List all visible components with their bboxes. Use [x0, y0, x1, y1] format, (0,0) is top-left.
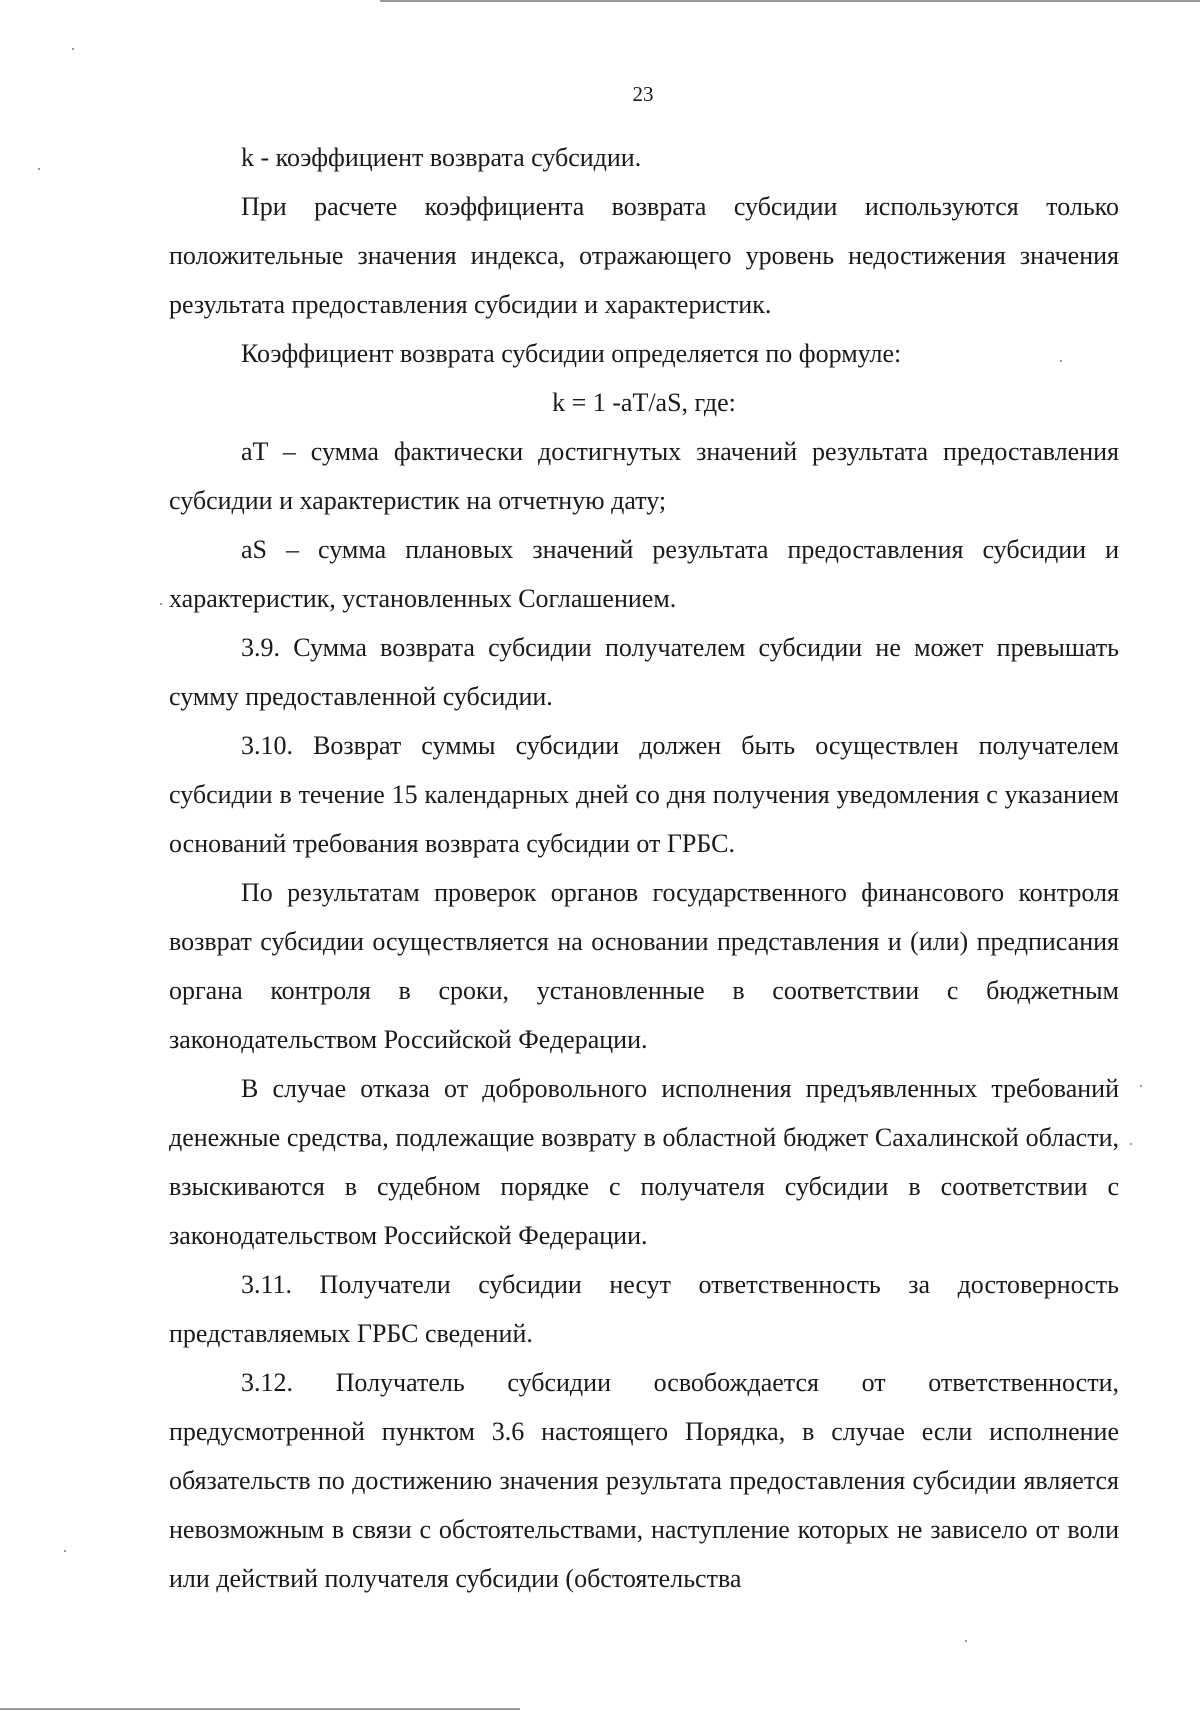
scan-edge-top [380, 0, 1200, 2]
paragraph-audit-results: По результатам проверок органов государственного финансового контроля возврат субсидии осуществляется на основании представления и (или) предписания органа контроля в сроки, установленные в соответствии с бюджетным законодательством Российской Федерации. [169, 878, 1119, 1054]
scan-speck [965, 1640, 967, 1642]
page-number: 23 [632, 82, 654, 106]
paragraph-k-definition: k - коэффициент возврата субсидии. [241, 143, 642, 172]
paragraph-3-11: 3.11. Получатели субсидии несут ответственность за достоверность представляемых ГРБС сведений. [169, 1270, 1119, 1348]
scan-speck [38, 168, 40, 170]
scan-speck [64, 1550, 66, 1552]
paragraph-formula-intro: Коэффициент возврата субсидии определяется по формуле: [241, 339, 902, 368]
paragraph-3-9: 3.9. Сумма возврата субсидии получателем субсидии не может превышать сумму предоставленной субсидии. [169, 633, 1119, 711]
paragraph-3-12: 3.12. Получатель субсидии освобождается от ответственности, предусмотренной пунктом 3.6 настоящего Порядка, в случае если исполнение обязательств по достижению значения результата предоставления субсидии является невозможным в связи с обстоятельствами, наступление которых не зависело от воли или действий получателя субсидии (обстоятельства [169, 1368, 1119, 1593]
paragraph-refusal: В случае отказа от добровольного исполнения предъявленных требований денежные средства, подлежащие возврату в областной бюджет Сахалинской области, взыскиваются в судебном порядке с получателя субсидии в соответствии с законодательством Российской Федерации. [169, 1074, 1119, 1250]
paragraph-positive-values: При расчете коэффициента возврата субсидии используются только положительные значения индекса, отражающего уровень недостижения значения результата предоставления субсидии и характеристик. [169, 192, 1119, 319]
scan-speck [72, 48, 74, 50]
scan-speck [160, 603, 162, 605]
scan-speck [1130, 1143, 1132, 1145]
paragraph-at-definition: aT – сумма фактически достигнутых значений результата предоставления субсидии и характеристик на отчетную дату; [169, 437, 1119, 515]
scan-speck [1060, 360, 1062, 362]
scan-speck [1140, 1085, 1142, 1087]
scan-edge-bottom [0, 1708, 520, 1710]
paragraph-3-10: 3.10. Возврат суммы субсидии должен быть осуществлен получателем субсидии в течение 15 календарных дней со дня получения уведомления с указанием оснований требования возврата субсидии от ГРБС. [169, 731, 1119, 858]
paragraph-as-definition: aS – сумма плановых значений результата предоставления субсидии и характеристик, установленных Соглашением. [169, 535, 1119, 613]
document-body [169, 133, 1119, 1603]
formula: k = 1 -aT/aS, где: [552, 388, 736, 417]
